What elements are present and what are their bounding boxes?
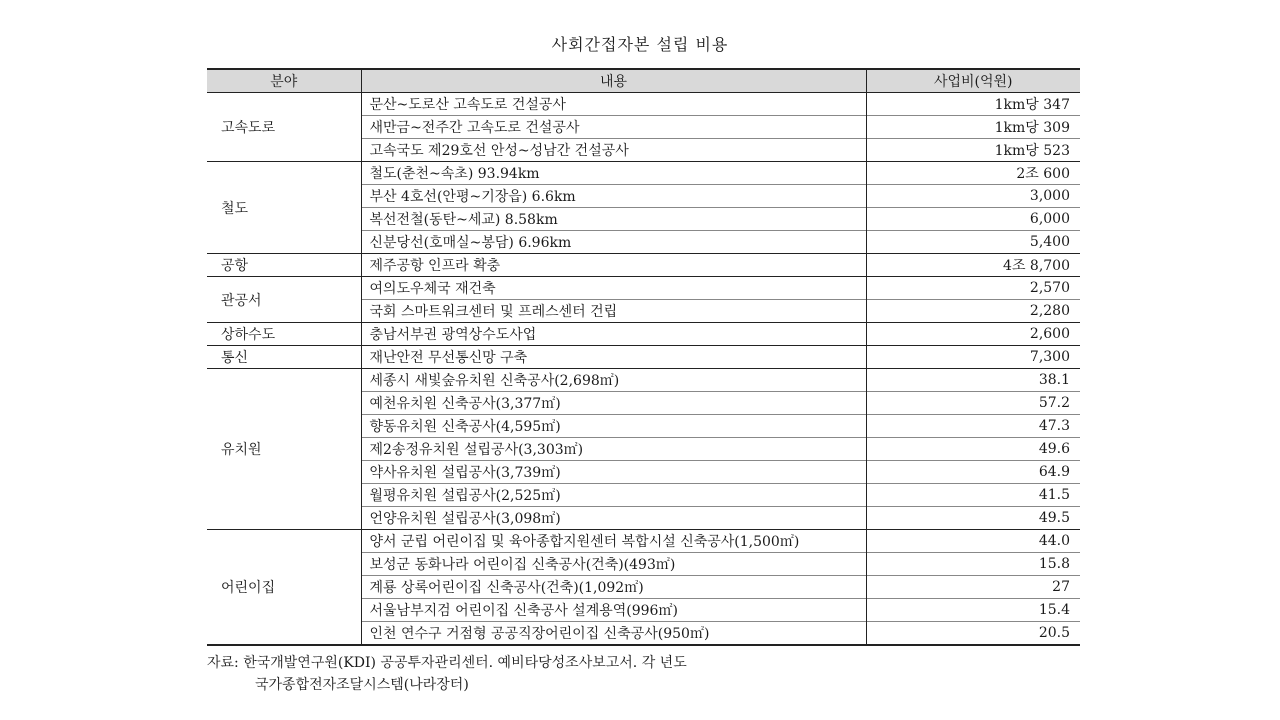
content-cell: 월평유치원 설립공사(2,525㎡) (361, 484, 866, 507)
table-row (207, 346, 1080, 369)
content-cell: 철도(춘천~속초) 93.94km (361, 162, 866, 185)
table-row (207, 323, 1080, 346)
content-cell: 문산~도로산 고속도로 건설공사 (361, 93, 866, 116)
content-cell: 제주공항 인프라 확충 (361, 254, 866, 277)
table-title: 사회간접자본 설립 비용 (551, 35, 729, 54)
source-line-1: 자료: 한국개발연구원(KDI) 공공투자관리센터. 예비타당성조사보고서. 각 년도 (207, 655, 687, 671)
content-cell: 복선전철(동탄~세교) 8.58km (361, 208, 866, 231)
cost-cell: 1km당 523 (866, 139, 1080, 162)
cost-cell: 1km당 309 (866, 116, 1080, 139)
cost-cell: 2조 600 (866, 162, 1080, 185)
content-cell: 충남서부권 광역상수도사업 (361, 323, 866, 346)
cost-table (207, 68, 1080, 646)
content-cell: 향동유치원 신축공사(4,595㎡) (361, 415, 866, 438)
content-cell: 국회 스마트워크센터 및 프레스센터 건립 (361, 300, 866, 323)
source-line-2: 국가종합전자조달시스템(나라장터) (255, 677, 469, 693)
cost-cell: 27 (866, 576, 1080, 599)
cost-cell: 5,400 (866, 231, 1080, 254)
cost-cell: 2,570 (866, 277, 1080, 300)
content-cell: 보성군 동화나라 어린이집 신축공사(건축)(493㎡) (361, 553, 866, 576)
content-cell: 고속국도 제29호선 안성~성남간 건설공사 (361, 139, 866, 162)
field-cell: 유치원 (207, 369, 361, 530)
content-cell: 여의도우체국 재건축 (361, 277, 866, 300)
cost-cell: 44.0 (866, 530, 1080, 553)
field-cell: 철도 (207, 162, 361, 254)
table-row (207, 369, 1080, 392)
field-cell: 상하수도 (207, 323, 361, 346)
content-cell: 양서 군립 어린이집 및 육아종합지원센터 복합시설 신축공사(1,500㎡) (361, 530, 866, 553)
cost-cell: 47.3 (866, 415, 1080, 438)
cost-cell: 57.2 (866, 392, 1080, 415)
content-cell: 서울남부지검 어린이집 신축공사 설계용역(996㎡) (361, 599, 866, 622)
content-cell: 재난안전 무선통신망 구축 (361, 346, 866, 369)
content-cell: 제2송정유치원 설립공사(3,303㎡) (361, 438, 866, 461)
cost-cell: 64.9 (866, 461, 1080, 484)
cost-cell: 6,000 (866, 208, 1080, 231)
header-content: 내용 (361, 69, 866, 93)
field-cell: 어린이집 (207, 530, 361, 646)
table-row (207, 93, 1080, 116)
cost-cell: 3,000 (866, 185, 1080, 208)
field-cell: 통신 (207, 346, 361, 369)
cost-cell: 38.1 (866, 369, 1080, 392)
header-cost: 사업비(억원) (866, 69, 1080, 93)
content-cell: 새만금~전주간 고속도로 건설공사 (361, 116, 866, 139)
cost-cell: 41.5 (866, 484, 1080, 507)
cost-cell: 2,280 (866, 300, 1080, 323)
cost-cell: 15.4 (866, 599, 1080, 622)
content-cell: 계룡 상록어린이집 신축공사(건축)(1,092㎡) (361, 576, 866, 599)
source-note (207, 652, 687, 696)
field-cell: 관공서 (207, 277, 361, 323)
content-cell: 언양유치원 설립공사(3,098㎡) (361, 507, 866, 530)
content-cell: 인천 연수구 거점형 공공직장어린이집 신축공사(950㎡) (361, 622, 866, 646)
cost-cell: 2,600 (866, 323, 1080, 346)
cost-cell: 20.5 (866, 622, 1080, 646)
cost-cell: 49.5 (866, 507, 1080, 530)
header-row (207, 69, 1080, 93)
cost-cell: 49.6 (866, 438, 1080, 461)
table-row (207, 277, 1080, 300)
content-cell: 세종시 새빛숲유치원 신축공사(2,698㎡) (361, 369, 866, 392)
table-row (207, 162, 1080, 185)
cost-cell: 4조 8,700 (866, 254, 1080, 277)
table-row (207, 254, 1080, 277)
cost-cell: 15.8 (866, 553, 1080, 576)
content-cell: 부산 4호선(안평~기장읍) 6.6km (361, 185, 866, 208)
cost-cell: 1km당 347 (866, 93, 1080, 116)
table-row (207, 530, 1080, 553)
header-field: 분야 (207, 69, 361, 93)
content-cell: 예천유치원 신축공사(3,377㎡) (361, 392, 866, 415)
content-cell: 약사유치원 설립공사(3,739㎡) (361, 461, 866, 484)
field-cell: 공항 (207, 254, 361, 277)
cost-cell: 7,300 (866, 346, 1080, 369)
content-cell: 신분당선(호매실~봉담) 6.96km (361, 231, 866, 254)
field-cell: 고속도로 (221, 120, 276, 136)
